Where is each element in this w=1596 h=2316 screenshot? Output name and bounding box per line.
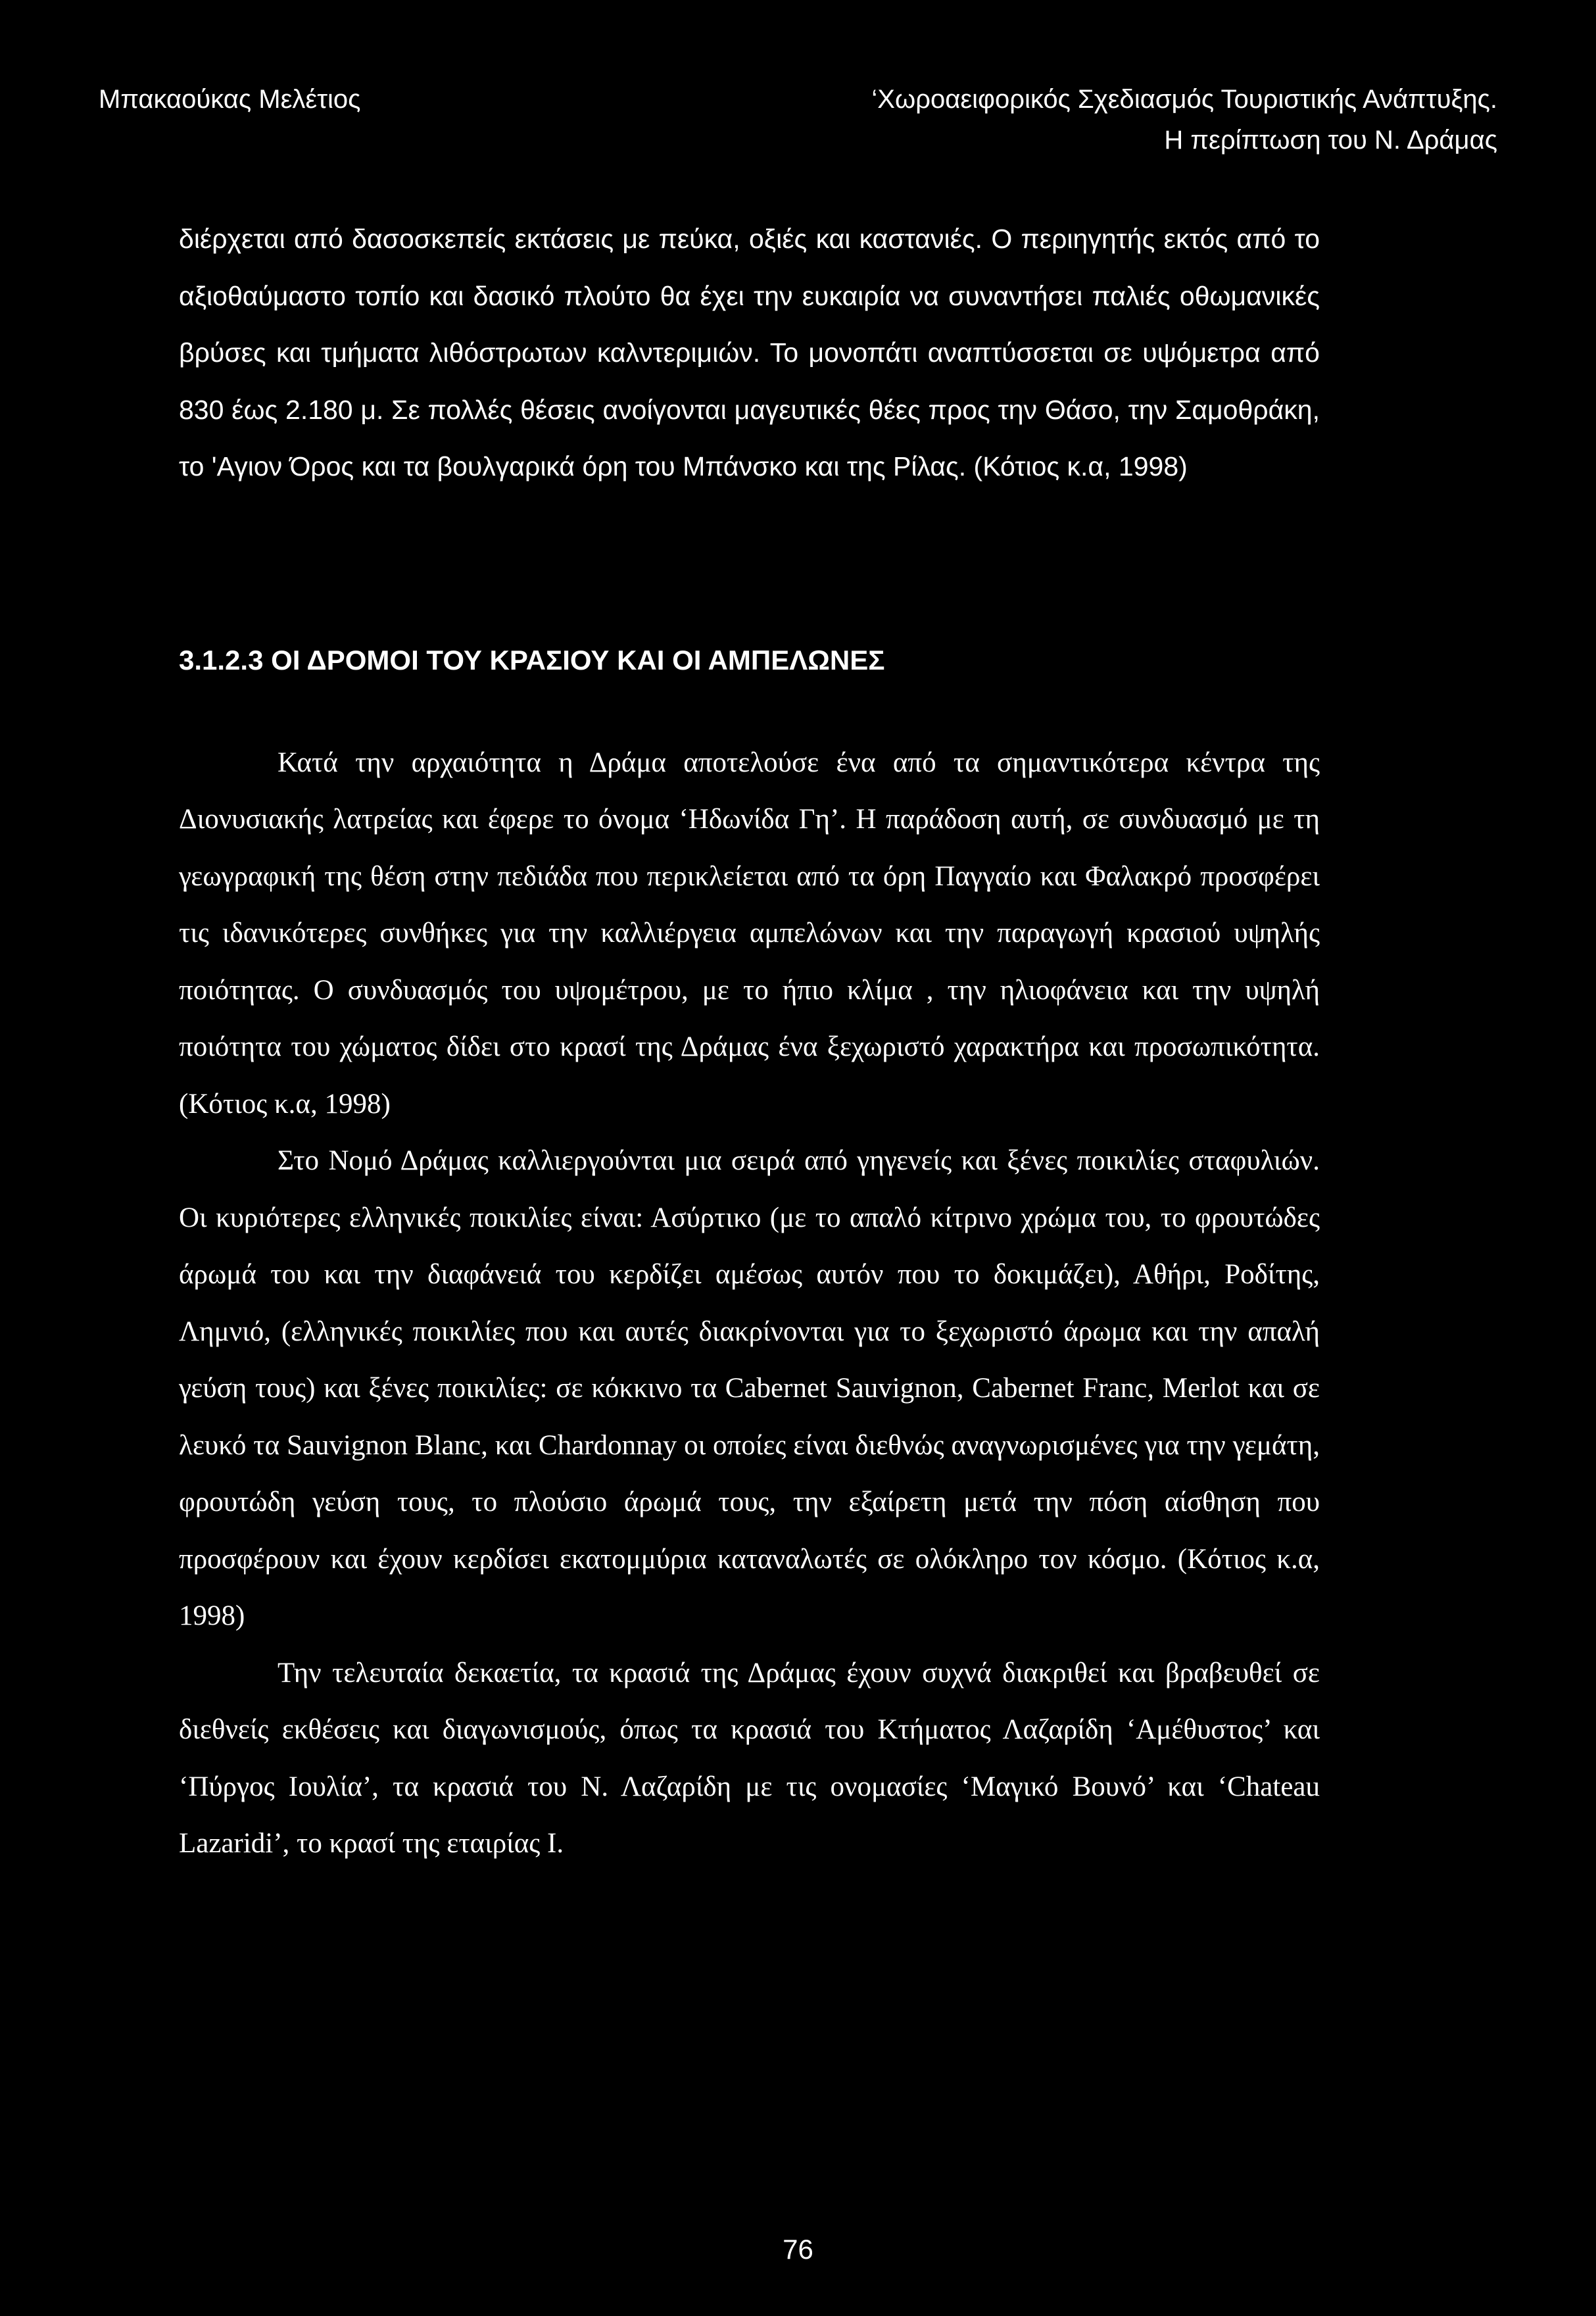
header-author: Μπακαούκας Μελέτιος	[99, 85, 361, 114]
document-body	[179, 210, 1320, 1873]
section-paragraph-2: Στο Νομό Δράμας καλλιεργούνται μια σειρά από γηγενείς και ξένες ποικιλίες σταφυλιών. Οι κυριότερες ελληνικές ποικιλίες είναι: Ασύρτικο (με το απαλό κίτρινο χρώμα του, το φρουτώδες άρωμά του και την διαφάνειά του κερδίζει αμέσως αυτόν που το δοκιμάζει), Αθήρι, Ροδίτης, Λημνιό, (ελληνικές ποικιλίες που και αυτές διακρίνονται για το ξεχωριστό άρωμα και την απαλή γεύση τους) και ξένες ποικιλίες: σε κόκκινο τα Cabernet Sauvignon, Cabernet Franc, Merlot και σε λευκό τα Sauvignon Blanc, και Chardonnay οι οποίες είναι διεθνώς αναγνωρισμένες για την γεμάτη, φρουτώδη γεύση τους, το πλούσιο άρωμά τους, την εξαίρετη μετά την πόση αίσθηση που προσφέρουν και έχουν κερδίσει εκατομμύρια καταναλωτές σε ολόκληρο τον κόσμο. (Κότιος κ.α, 1998)	[179, 1145, 1320, 1631]
section-paragraph-1: Κατά την αρχαιότητα η Δράμα αποτελούσε ένα από τα σημαντικότερα κέντρα της Διονυσιακής λατρείας και έφερε το όνομα ‘Ηδωνίδα Γη’. Η παράδοση αυτή, σε συνδυασμό με τη γεωγραφική της θέση στην πεδιάδα που περικλείεται από τα όρη Παγγαίο και Φαλακρό προσφέρει τις ιδανικότερες συνθήκες για την καλλιέργεια αμπελώνων και την παραγωγή κρασιού υψηλής ποιότητας. Ο συνδυασμός του υψομέτρου, με το ήπιο κλίμα , την ηλιοφάνεια και την υψηλή ποιότητα του χώματος δίδει στο κρασί της Δράμας ένα ξεχωριστό χαρακτήρα και προσωπικότητα. (Κότιος κ.α, 1998)	[179, 747, 1320, 1120]
section-heading: 3.1.2.3 ΟΙ ΔΡΟΜΟΙ ΤΟΥ ΚΡΑΣΙΟΥ ΚΑΙ ΟΙ ΑΜΠΕΛΩΝΕΣ	[179, 644, 885, 676]
header-title-line-1: ‘Χωροαειφορικός Σχεδιασμός Τουριστικής Ανάπτυξης.	[871, 85, 1497, 114]
running-header	[99, 71, 1497, 176]
spacer	[179, 495, 1320, 640]
header-title-line-2: Η περίπτωση του Ν. Δράμας	[1164, 126, 1497, 155]
intro-paragraph: διέρχεται από δασοσκεπείς εκτάσεις με πεύκα, οξιές και καστανιές. Ο περιηγητής εκτός από το αξιοθαύμαστο τοπίο και δασικό πλούτο θα έχει την ευκαιρία να συναντήσει παλιές οθωμανικές βρύσες και τμήματα λιθόστρωτων καλντεριμιών. Το μονοπάτι αναπτύσσεται σε υψόμετρα από 830 έως 2.180 μ. Σε πολλές θέσεις ανοίγονται μαγευτικές θέες προς την Θάσο, την Σαμοθράκη, το 'Αγιον Όρος και τα βουλγαρικά όρη του Μπάνσκο και της Ρίλας. (Κότιος κ.α, 1998)	[179, 224, 1320, 481]
page-number: 76	[783, 2234, 813, 2265]
spacer	[179, 681, 1320, 735]
header-title	[871, 79, 1497, 160]
section-paragraph-3: Την τελευταία δεκαετία, τα κρασιά της Δράμας έχουν συχνά διακριθεί και βραβευθεί σε διεθνείς εκθέσεις και διαγωνισμούς, όπως τα κρασιά του Κτήματος Λαζαρίδη ‘Αμέθυστος’ και ‘Πύργος Ιουλία’, τα κρασιά του Ν. Λαζαρίδη με τις ονομασίες ‘Μαγικό Βουνό’ και ‘Chateau Lazaridi’, το κρασί της εταιρίας Ι.	[179, 1657, 1320, 1859]
